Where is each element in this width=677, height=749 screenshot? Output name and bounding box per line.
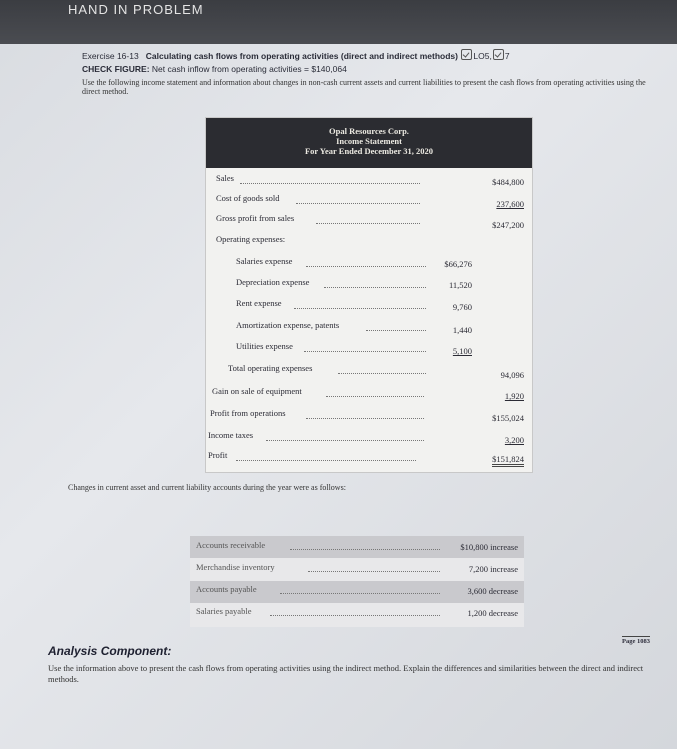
page-number: Page 1083 (622, 638, 650, 645)
changes-intro: Changes in current asset and current liability accounts during the year were as follows: (68, 483, 346, 492)
gross-profit-label: Gross profit from sales (216, 213, 295, 223)
profit-from-operations-label: Profit from operations (210, 408, 286, 418)
analysis-text: Use the information above to present the cash flows from operating activities using the indirect method. Explain the differences and similarities between the direct and indirect methods. (48, 663, 644, 684)
changes-table (190, 536, 524, 627)
gross-profit-value: $247,200 (492, 220, 524, 230)
check-figure-text: Net cash inflow from operating activities = $140,064 (151, 64, 347, 74)
profit-value: $151,824 (492, 454, 524, 467)
row-label: Merchandise inventory (196, 562, 275, 572)
row-label: Accounts receivable (196, 540, 266, 550)
utilities-expense-label: Utilities expense (236, 341, 293, 351)
exercise-title: Calculating cash flows from operating activities (direct and indirect methods) (145, 51, 458, 61)
row-label: Salaries payable (196, 606, 252, 616)
profit-label: Profit (208, 450, 228, 460)
cogs-value: 237,600 (496, 199, 524, 209)
statement-header (206, 118, 532, 168)
sales-value: $484,800 (492, 177, 524, 187)
sales-label: Sales (216, 173, 234, 183)
income-statement (205, 117, 533, 473)
income-taxes-label: Income taxes (208, 430, 254, 440)
total-operating-expenses-value: 94,096 (500, 370, 524, 380)
banner-title: HAND IN PROBLEM (68, 2, 204, 17)
salaries-expense-label: Salaries expense (236, 256, 293, 266)
check-figure-label: CHECK FIGURE: (82, 64, 150, 74)
cogs-label: Cost of goods sold (216, 193, 280, 203)
gain-on-sale-label: Gain on sale of equipment (212, 386, 302, 396)
profit-from-operations-value: $155,024 (492, 413, 524, 423)
income-taxes-value: 3,200 (504, 435, 524, 445)
analysis-title: Analysis Component: (48, 644, 172, 658)
check-figure (82, 64, 347, 74)
learning-objectives-2: 7 (504, 51, 510, 61)
exercise-heading (82, 49, 510, 61)
row-label: Accounts payable (196, 584, 257, 594)
table-row (190, 536, 524, 558)
row-value: 7,200 increase (468, 564, 518, 574)
check-icon (493, 49, 504, 60)
row-value: 3,600 decrease (467, 586, 518, 596)
rent-expense-value: 9,760 (452, 302, 472, 312)
row-value: $10,800 increase (460, 542, 518, 552)
total-operating-expenses-label: Total operating expenses (228, 363, 313, 373)
learning-objectives: LO5, (473, 51, 492, 61)
table-row (190, 581, 524, 603)
amortization-expense-label: Amortization expense, patents (236, 320, 340, 330)
check-icon (461, 49, 472, 60)
table-row (190, 559, 524, 581)
utilities-expense-value: 5,100 (452, 346, 472, 356)
operating-expenses-label: Operating expenses: (216, 234, 286, 244)
table-row (190, 603, 524, 625)
exercise-number: Exercise 16-13 (82, 51, 139, 61)
statement-period: For Year Ended December 31, 2020 (304, 146, 434, 156)
rent-expense-label: Rent expense (236, 298, 282, 308)
salaries-expense-value: $66,276 (444, 259, 472, 269)
gain-on-sale-value: 1,920 (504, 391, 524, 401)
header-banner (0, 0, 677, 44)
depreciation-expense-label: Depreciation expense (236, 277, 310, 287)
depreciation-expense-value: 11,520 (448, 280, 472, 290)
row-value: 1,200 decrease (467, 608, 518, 618)
amortization-expense-value: 1,440 (452, 325, 472, 335)
exercise-instructions: Use the following income statement and information about changes in non-cash current assets and current liabilities to present the cash flows from operating activities using the direct method. (82, 78, 646, 96)
statement-name: Income Statement (336, 136, 402, 146)
company-name: Opal Resources Corp. (329, 126, 409, 136)
